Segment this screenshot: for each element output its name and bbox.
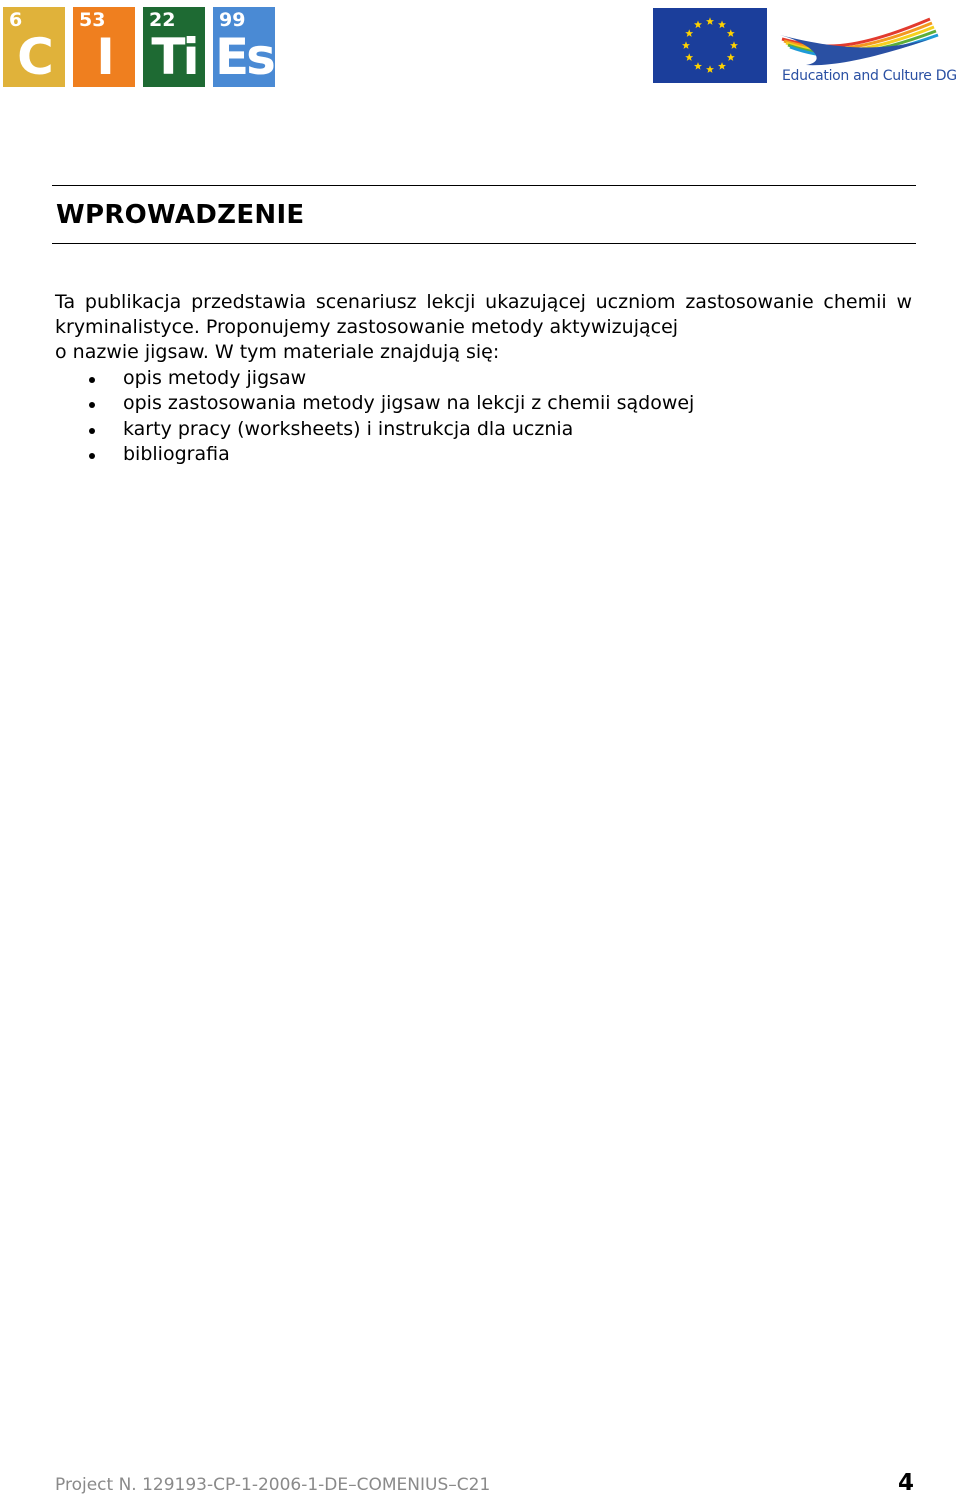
intro-text: Ta publikacja przedstawia scenariusz lekcji ukazującej uczniom zastosowanie chemii w kryminalistyce. Proponujemy zastosowanie metody aktywizującej <box>55 291 912 338</box>
bullet-icon <box>89 402 95 408</box>
list-item-label: bibliografia <box>123 442 230 465</box>
eu-star-icon <box>682 41 690 49</box>
intro-tail: o nazwie jigsaw. W tym materiale znajdują się: <box>55 341 500 363</box>
cities-logo <box>3 7 275 87</box>
list-item <box>55 442 694 467</box>
cities-tile-es <box>213 7 275 87</box>
bullet-icon <box>89 428 95 434</box>
bullet-icon <box>89 377 95 383</box>
project-footer: Project N. 129193-CP-1-2006-1-DE–COMENIUS–C21 <box>55 1475 491 1495</box>
tile-number: 6 <box>9 9 23 31</box>
page-number: 4 <box>897 1470 914 1496</box>
eu-star-icon <box>727 29 735 37</box>
eu-star-icon <box>706 65 714 73</box>
intro-paragraph <box>55 290 912 365</box>
list-item <box>55 417 694 442</box>
tile-symbol: I <box>96 28 112 86</box>
eu-flag-icon <box>653 8 767 83</box>
list-item-label: opis zastosowania metody jigsaw na lekcji z chemii sądowej <box>123 392 695 415</box>
eu-star-icon <box>685 29 693 37</box>
bottom-rule <box>52 243 916 244</box>
eu-star-icon <box>730 41 738 49</box>
tile-symbol: Ti <box>151 28 197 86</box>
eu-star-icon <box>718 62 726 70</box>
eu-star-icon <box>685 53 693 61</box>
list-item <box>55 391 694 416</box>
section-title: WPROWADZENIE <box>56 200 305 230</box>
bullet-icon <box>89 453 95 459</box>
eu-star-icon <box>727 53 735 61</box>
list-item-label: opis metody jigsaw <box>123 367 307 389</box>
top-rule <box>52 185 916 186</box>
tile-number: 22 <box>149 9 176 31</box>
cities-tile-c <box>3 7 65 87</box>
tile-number: 99 <box>219 9 246 31</box>
eu-stars <box>653 8 767 83</box>
cities-tile-ti <box>143 7 205 87</box>
list-item-label: karty pracy (worksheets) i instrukcja dla ucznia <box>123 417 574 440</box>
list-item <box>55 366 694 391</box>
education-culture-label: Education and Culture DG <box>782 68 957 84</box>
contents-list <box>55 366 694 467</box>
tile-symbol: Es <box>215 28 273 86</box>
tile-number: 53 <box>79 9 106 31</box>
cities-tile-i <box>73 7 135 87</box>
eu-star-icon <box>694 62 702 70</box>
eu-star-icon <box>694 21 702 29</box>
eu-star-icon <box>718 21 726 29</box>
tile-symbol: C <box>17 28 51 86</box>
eu-star-icon <box>706 17 714 25</box>
